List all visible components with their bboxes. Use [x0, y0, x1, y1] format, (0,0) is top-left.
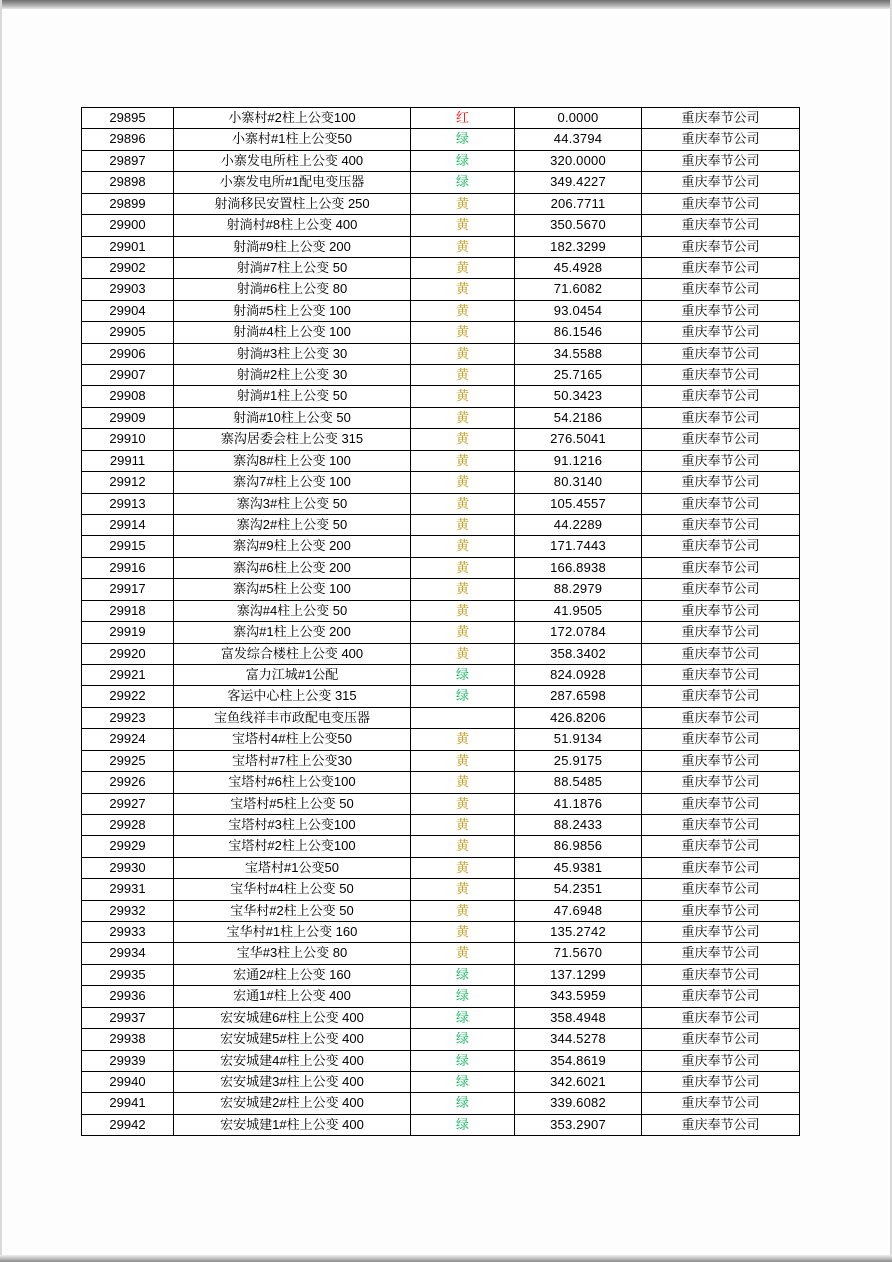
cell-id: 29940 [82, 1071, 174, 1092]
cell-value: 88.5485 [515, 772, 642, 793]
cell-name: 宝塔村#7柱上公变30 [174, 750, 411, 771]
cell-status: 黄 [411, 750, 515, 771]
table-row [82, 1029, 800, 1050]
cell-value: 45.4928 [515, 257, 642, 278]
cell-company: 重庆奉节公司 [642, 129, 800, 150]
table-row [82, 986, 800, 1007]
cell-name: 寨沟#4柱上公变 50 [174, 600, 411, 621]
cell-value: 339.6082 [515, 1093, 642, 1114]
cell-status: 黄 [411, 365, 515, 386]
cell-id: 29932 [82, 900, 174, 921]
cell-value: 166.8938 [515, 557, 642, 578]
table-row [82, 129, 800, 150]
cell-company: 重庆奉节公司 [642, 429, 800, 450]
cell-status: 黄 [411, 772, 515, 793]
cell-id: 29901 [82, 236, 174, 257]
table-row [82, 172, 800, 193]
cell-status: 黄 [411, 579, 515, 600]
cell-id: 29930 [82, 857, 174, 878]
cell-id: 29902 [82, 257, 174, 278]
cell-id: 29908 [82, 386, 174, 407]
cell-name: 小寨村#1柱上公变50 [174, 129, 411, 150]
cell-company: 重庆奉节公司 [642, 257, 800, 278]
cell-name: 寨沟3#柱上公变 50 [174, 493, 411, 514]
cell-id: 29913 [82, 493, 174, 514]
cell-id: 29936 [82, 986, 174, 1007]
table-row [82, 365, 800, 386]
cell-company: 重庆奉节公司 [642, 986, 800, 1007]
cell-value: 54.2186 [515, 407, 642, 428]
table-row [82, 215, 800, 236]
cell-id: 29900 [82, 215, 174, 236]
cell-status: 黄 [411, 429, 515, 450]
cell-id: 29929 [82, 836, 174, 857]
cell-value: 71.6082 [515, 279, 642, 300]
cell-value: 320.0000 [515, 150, 642, 171]
cell-status: 绿 [411, 1029, 515, 1050]
cell-status: 黄 [411, 536, 515, 557]
cell-value: 86.9856 [515, 836, 642, 857]
cell-id: 29910 [82, 429, 174, 450]
cell-value: 343.5959 [515, 986, 642, 1007]
cell-value: 54.2351 [515, 879, 642, 900]
cell-value: 276.5041 [515, 429, 642, 450]
cell-name: 宏安城建3#柱上公变 400 [174, 1071, 411, 1092]
cell-status: 绿 [411, 986, 515, 1007]
cell-status: 绿 [411, 1093, 515, 1114]
cell-name: 射淌#7柱上公变 50 [174, 257, 411, 278]
table-row [82, 257, 800, 278]
table-row [82, 879, 800, 900]
cell-company: 重庆奉节公司 [642, 386, 800, 407]
cell-id: 29939 [82, 1050, 174, 1071]
cell-name: 宝华村#1柱上公变 160 [174, 922, 411, 943]
cell-value: 137.1299 [515, 964, 642, 985]
cell-status: 黄 [411, 236, 515, 257]
cell-name: 宏安城建5#柱上公变 400 [174, 1029, 411, 1050]
table-row [82, 493, 800, 514]
cell-name: 射淌村#8柱上公变 400 [174, 215, 411, 236]
cell-name: 寨沟#9柱上公变 200 [174, 536, 411, 557]
cell-name: 宝鱼线祥丰市政配电变压器 [174, 707, 411, 728]
cell-name: 寨沟7#柱上公变 100 [174, 472, 411, 493]
table-row [82, 557, 800, 578]
table-row [82, 1114, 800, 1135]
cell-id: 29905 [82, 322, 174, 343]
cell-company: 重庆奉节公司 [642, 172, 800, 193]
cell-status: 黄 [411, 814, 515, 835]
cell-name: 宏通1#柱上公变 400 [174, 986, 411, 1007]
cell-value: 93.0454 [515, 300, 642, 321]
cell-name: 宝华村#2柱上公变 50 [174, 900, 411, 921]
cell-value: 0.0000 [515, 108, 642, 129]
cell-status: 黄 [411, 300, 515, 321]
cell-id: 29923 [82, 707, 174, 728]
cell-value: 182.3299 [515, 236, 642, 257]
cell-company: 重庆奉节公司 [642, 922, 800, 943]
table-row [82, 707, 800, 728]
cell-id: 29906 [82, 343, 174, 364]
cell-value: 105.4557 [515, 493, 642, 514]
cell-name: 寨沟8#柱上公变 100 [174, 450, 411, 471]
table-row [82, 814, 800, 835]
table-row [82, 729, 800, 750]
table-row [82, 429, 800, 450]
cell-name: 富发综合楼柱上公变 400 [174, 643, 411, 664]
cell-value: 344.5278 [515, 1029, 642, 1050]
cell-value: 824.0928 [515, 664, 642, 685]
table-row [82, 386, 800, 407]
table-row [82, 343, 800, 364]
table-row [82, 536, 800, 557]
page-edge-bottom [0, 1255, 892, 1262]
cell-status: 红 [411, 108, 515, 129]
cell-company: 重庆奉节公司 [642, 450, 800, 471]
table-row [82, 1093, 800, 1114]
cell-id: 29922 [82, 686, 174, 707]
cell-id: 29938 [82, 1029, 174, 1050]
cell-company: 重庆奉节公司 [642, 1007, 800, 1028]
cell-id: 29914 [82, 515, 174, 536]
cell-name: 宏安城建1#柱上公变 400 [174, 1114, 411, 1135]
cell-value: 45.9381 [515, 857, 642, 878]
cell-name: 射淌#1柱上公变 50 [174, 386, 411, 407]
cell-name: 客运中心柱上公变 315 [174, 686, 411, 707]
cell-name: 宝塔村#2柱上公变100 [174, 836, 411, 857]
cell-id: 29895 [82, 108, 174, 129]
cell-status: 绿 [411, 1050, 515, 1071]
cell-value: 349.4227 [515, 172, 642, 193]
cell-name: 宝华村#4柱上公变 50 [174, 879, 411, 900]
cell-name: 宏安城建4#柱上公变 400 [174, 1050, 411, 1071]
cell-name: 宝塔村#6柱上公变100 [174, 772, 411, 793]
cell-company: 重庆奉节公司 [642, 1093, 800, 1114]
cell-id: 29937 [82, 1007, 174, 1028]
cell-company: 重庆奉节公司 [642, 686, 800, 707]
cell-company: 重庆奉节公司 [642, 814, 800, 835]
table-row [82, 193, 800, 214]
cell-company: 重庆奉节公司 [642, 215, 800, 236]
cell-name: 寨沟#5柱上公变 100 [174, 579, 411, 600]
cell-value: 426.8206 [515, 707, 642, 728]
cell-name: 射淌移民安置柱上公变 250 [174, 193, 411, 214]
table-row [82, 1050, 800, 1071]
cell-name: 射淌#2柱上公变 30 [174, 365, 411, 386]
cell-id: 29897 [82, 150, 174, 171]
cell-company: 重庆奉节公司 [642, 150, 800, 171]
cell-value: 25.9175 [515, 750, 642, 771]
cell-id: 29907 [82, 365, 174, 386]
cell-value: 91.1216 [515, 450, 642, 471]
cell-value: 41.1876 [515, 793, 642, 814]
cell-company: 重庆奉节公司 [642, 857, 800, 878]
cell-id: 29904 [82, 300, 174, 321]
cell-status: 黄 [411, 922, 515, 943]
cell-value: 71.5670 [515, 943, 642, 964]
cell-company: 重庆奉节公司 [642, 793, 800, 814]
cell-value: 44.3794 [515, 129, 642, 150]
cell-value: 88.2433 [515, 814, 642, 835]
cell-company: 重庆奉节公司 [642, 322, 800, 343]
cell-id: 29899 [82, 193, 174, 214]
cell-value: 34.5588 [515, 343, 642, 364]
cell-status: 黄 [411, 643, 515, 664]
cell-id: 29941 [82, 1093, 174, 1114]
cell-id: 29926 [82, 772, 174, 793]
table-row [82, 772, 800, 793]
cell-status: 黄 [411, 943, 515, 964]
cell-name: 宏安城建6#柱上公变 400 [174, 1007, 411, 1028]
page-edge-top [0, 0, 892, 9]
cell-company: 重庆奉节公司 [642, 750, 800, 771]
cell-company: 重庆奉节公司 [642, 943, 800, 964]
table-row [82, 108, 800, 129]
cell-company: 重庆奉节公司 [642, 664, 800, 685]
cell-status: 黄 [411, 515, 515, 536]
cell-value: 135.2742 [515, 922, 642, 943]
cell-id: 29933 [82, 922, 174, 943]
table-row [82, 515, 800, 536]
cell-company: 重庆奉节公司 [642, 707, 800, 728]
table-row [82, 1007, 800, 1028]
cell-value: 44.2289 [515, 515, 642, 536]
cell-id: 29911 [82, 450, 174, 471]
cell-status: 黄 [411, 322, 515, 343]
cell-status: 黄 [411, 793, 515, 814]
table-row [82, 300, 800, 321]
cell-name: 小寨发电所#1配电变压器 [174, 172, 411, 193]
cell-status: 绿 [411, 686, 515, 707]
table-row [82, 322, 800, 343]
table-row [82, 1071, 800, 1092]
cell-id: 29935 [82, 964, 174, 985]
cell-status: 黄 [411, 600, 515, 621]
cell-value: 342.6021 [515, 1071, 642, 1092]
cell-company: 重庆奉节公司 [642, 729, 800, 750]
cell-id: 29931 [82, 879, 174, 900]
table-row [82, 643, 800, 664]
table-row [82, 943, 800, 964]
cell-id: 29928 [82, 814, 174, 835]
cell-name: 小寨村#2柱上公变100 [174, 108, 411, 129]
cell-id: 29942 [82, 1114, 174, 1135]
cell-name: 寨沟#6柱上公变 200 [174, 557, 411, 578]
table-row [82, 964, 800, 985]
cell-company: 重庆奉节公司 [642, 622, 800, 643]
table-row [82, 622, 800, 643]
cell-company: 重庆奉节公司 [642, 964, 800, 985]
cell-status: 绿 [411, 1071, 515, 1092]
cell-status: 绿 [411, 172, 515, 193]
cell-status: 黄 [411, 257, 515, 278]
cell-status: 黄 [411, 900, 515, 921]
cell-name: 寨沟2#柱上公变 50 [174, 515, 411, 536]
cell-id: 29912 [82, 472, 174, 493]
cell-status: 黄 [411, 557, 515, 578]
cell-id: 29925 [82, 750, 174, 771]
cell-name: 宝塔村#3柱上公变100 [174, 814, 411, 835]
cell-company: 重庆奉节公司 [642, 493, 800, 514]
transformer-load-table [81, 107, 800, 1136]
cell-id: 29916 [82, 557, 174, 578]
table-body [82, 108, 800, 1136]
cell-value: 86.1546 [515, 322, 642, 343]
cell-status: 绿 [411, 964, 515, 985]
cell-status: 黄 [411, 386, 515, 407]
cell-value: 353.2907 [515, 1114, 642, 1135]
cell-name: 宏安城建2#柱上公变 400 [174, 1093, 411, 1114]
cell-status: 黄 [411, 729, 515, 750]
cell-company: 重庆奉节公司 [642, 472, 800, 493]
cell-status: 绿 [411, 129, 515, 150]
cell-company: 重庆奉节公司 [642, 536, 800, 557]
cell-status: 黄 [411, 343, 515, 364]
cell-status: 黄 [411, 493, 515, 514]
cell-company: 重庆奉节公司 [642, 300, 800, 321]
cell-company: 重庆奉节公司 [642, 108, 800, 129]
cell-name: 宝塔村#5柱上公变 50 [174, 793, 411, 814]
cell-company: 重庆奉节公司 [642, 407, 800, 428]
cell-company: 重庆奉节公司 [642, 1050, 800, 1071]
cell-id: 29924 [82, 729, 174, 750]
cell-value: 50.3423 [515, 386, 642, 407]
cell-company: 重庆奉节公司 [642, 579, 800, 600]
table-row [82, 922, 800, 943]
table-row [82, 150, 800, 171]
cell-company: 重庆奉节公司 [642, 1071, 800, 1092]
cell-id: 29918 [82, 600, 174, 621]
cell-value: 358.3402 [515, 643, 642, 664]
cell-id: 29909 [82, 407, 174, 428]
cell-name: 射淌#9柱上公变 200 [174, 236, 411, 257]
cell-status [411, 707, 515, 728]
cell-company: 重庆奉节公司 [642, 515, 800, 536]
cell-id: 29898 [82, 172, 174, 193]
cell-value: 287.6598 [515, 686, 642, 707]
cell-status: 黄 [411, 879, 515, 900]
cell-name: 射淌#3柱上公变 30 [174, 343, 411, 364]
cell-company: 重庆奉节公司 [642, 279, 800, 300]
cell-value: 51.9134 [515, 729, 642, 750]
table-row [82, 600, 800, 621]
cell-value: 206.7711 [515, 193, 642, 214]
cell-value: 25.7165 [515, 365, 642, 386]
cell-status: 黄 [411, 215, 515, 236]
table-row [82, 750, 800, 771]
cell-id: 29896 [82, 129, 174, 150]
cell-name: 富力江城#1公配 [174, 664, 411, 685]
cell-value: 171.7443 [515, 536, 642, 557]
cell-name: 宏通2#柱上公变 160 [174, 964, 411, 985]
table-row [82, 579, 800, 600]
cell-status: 黄 [411, 450, 515, 471]
cell-status: 黄 [411, 836, 515, 857]
cell-name: 射淌#4柱上公变 100 [174, 322, 411, 343]
cell-name: 小寨发电所柱上公变 400 [174, 150, 411, 171]
page-edge-left [0, 0, 2, 1262]
cell-id: 29917 [82, 579, 174, 600]
cell-id: 29903 [82, 279, 174, 300]
cell-status: 绿 [411, 1114, 515, 1135]
cell-status: 绿 [411, 150, 515, 171]
cell-name: 寨沟#1柱上公变 200 [174, 622, 411, 643]
cell-company: 重庆奉节公司 [642, 1029, 800, 1050]
table-row [82, 236, 800, 257]
cell-company: 重庆奉节公司 [642, 772, 800, 793]
table-row [82, 664, 800, 685]
cell-name: 寨沟居委会柱上公变 315 [174, 429, 411, 450]
cell-status: 黄 [411, 472, 515, 493]
cell-value: 354.8619 [515, 1050, 642, 1071]
cell-status: 绿 [411, 1007, 515, 1028]
cell-name: 宝塔村4#柱上公变50 [174, 729, 411, 750]
cell-company: 重庆奉节公司 [642, 836, 800, 857]
table-row [82, 450, 800, 471]
cell-id: 29921 [82, 664, 174, 685]
cell-id: 29920 [82, 643, 174, 664]
cell-name: 射淌#6柱上公变 80 [174, 279, 411, 300]
cell-name: 射淌#10柱上公变 50 [174, 407, 411, 428]
table-row [82, 472, 800, 493]
table-row [82, 857, 800, 878]
cell-company: 重庆奉节公司 [642, 557, 800, 578]
cell-value: 41.9505 [515, 600, 642, 621]
cell-name: 宝塔村#1公变50 [174, 857, 411, 878]
cell-company: 重庆奉节公司 [642, 365, 800, 386]
cell-id: 29927 [82, 793, 174, 814]
cell-value: 358.4948 [515, 1007, 642, 1028]
cell-company: 重庆奉节公司 [642, 900, 800, 921]
cell-name: 射淌#5柱上公变 100 [174, 300, 411, 321]
cell-value: 350.5670 [515, 215, 642, 236]
cell-company: 重庆奉节公司 [642, 343, 800, 364]
table-row [82, 407, 800, 428]
cell-value: 80.3140 [515, 472, 642, 493]
table-row [82, 279, 800, 300]
cell-value: 172.0784 [515, 622, 642, 643]
table-row [82, 900, 800, 921]
table-row [82, 836, 800, 857]
cell-id: 29919 [82, 622, 174, 643]
cell-status: 黄 [411, 407, 515, 428]
cell-company: 重庆奉节公司 [642, 600, 800, 621]
cell-name: 宝华#3柱上公变 80 [174, 943, 411, 964]
cell-company: 重庆奉节公司 [642, 879, 800, 900]
cell-status: 黄 [411, 279, 515, 300]
cell-id: 29934 [82, 943, 174, 964]
cell-value: 47.6948 [515, 900, 642, 921]
cell-status: 黄 [411, 193, 515, 214]
cell-status: 绿 [411, 664, 515, 685]
cell-status: 黄 [411, 622, 515, 643]
cell-company: 重庆奉节公司 [642, 1114, 800, 1135]
cell-company: 重庆奉节公司 [642, 643, 800, 664]
table-row [82, 686, 800, 707]
cell-value: 88.2979 [515, 579, 642, 600]
cell-company: 重庆奉节公司 [642, 193, 800, 214]
cell-status: 黄 [411, 857, 515, 878]
table-row [82, 793, 800, 814]
cell-id: 29915 [82, 536, 174, 557]
cell-company: 重庆奉节公司 [642, 236, 800, 257]
